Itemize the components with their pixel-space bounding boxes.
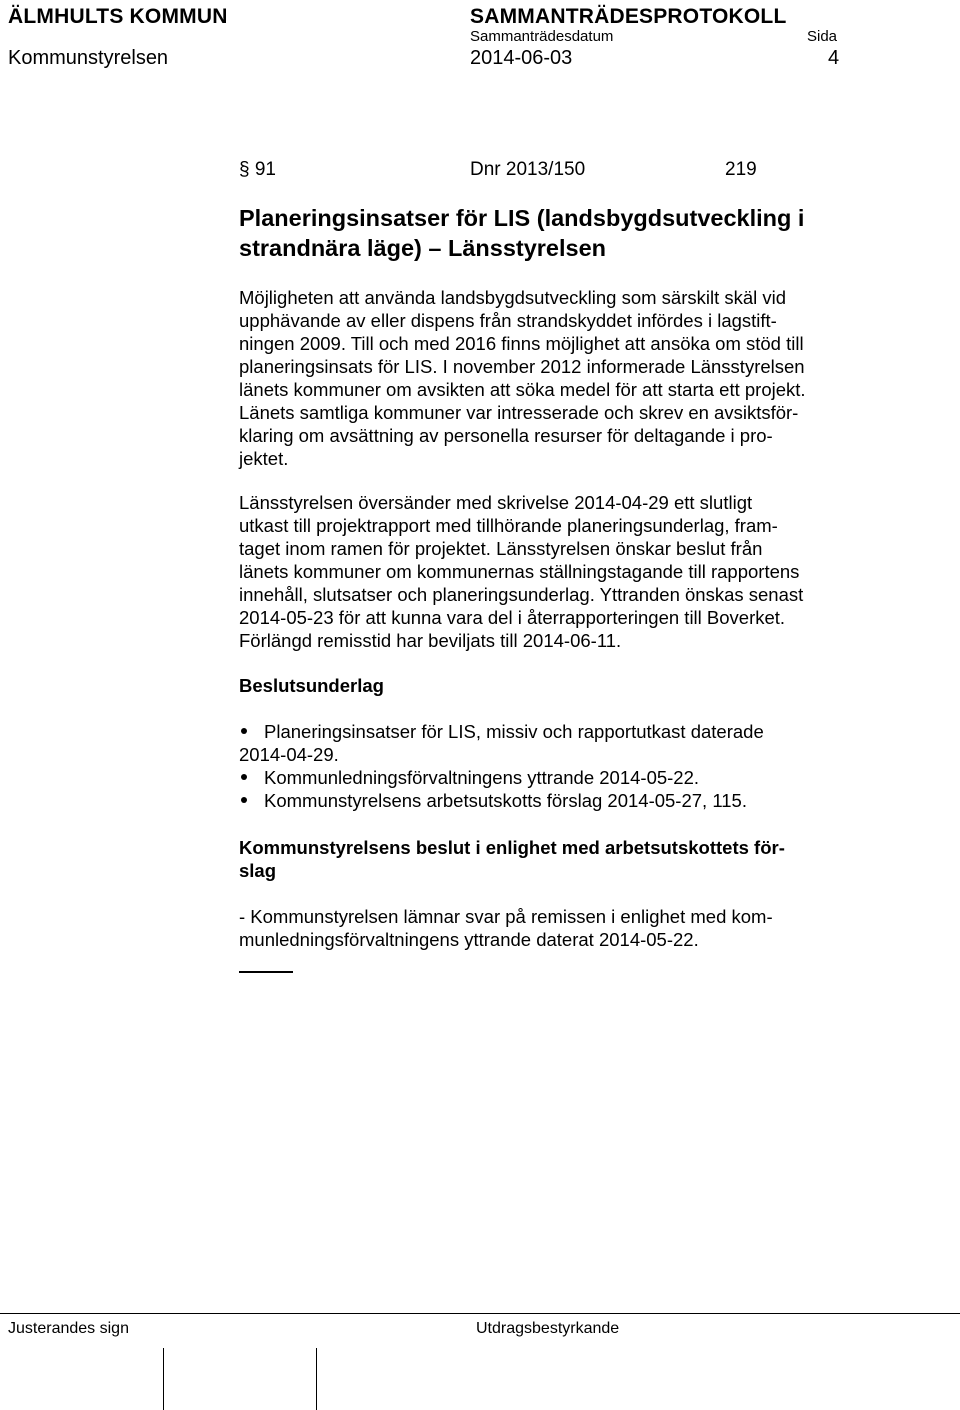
end-rule: [239, 971, 293, 973]
basis-heading: Beslutsunderlag: [239, 675, 384, 696]
sign-label: Justerandes sign: [8, 1320, 129, 1337]
basis-item-continued: 2014-04-29.: [239, 744, 339, 765]
page-label: Sida: [807, 28, 838, 45]
bullet-icon: [241, 774, 247, 780]
municipality-name: ÄLMHULTS KOMMUN: [8, 5, 228, 28]
case-title-line: strandnära läge) – Länsstyrelsen: [239, 235, 607, 261]
text-line: länets kommuner om avsikten att söka medel för att starta ett projekt.: [239, 379, 806, 400]
text-line: länets kommuner om kommunernas ställningstagande till rapportens: [239, 561, 800, 582]
basis-item: Kommunledningsförvaltningens yttrande 2014-05-22.: [264, 767, 700, 788]
meeting-date-label: Sammanträdesdatum: [470, 28, 614, 45]
board-name: Kommunstyrelsen: [8, 47, 169, 69]
page-number: 4: [828, 47, 840, 69]
bullet-icon: [241, 728, 247, 734]
case-title: [239, 203, 879, 263]
text-line: Länets samtliga kommuner var intresserade och skrev en avsiktsför-: [239, 402, 799, 423]
text-line: upphävande av eller dispens från strandskyddet infördes i lagstift-: [239, 310, 777, 331]
decision-heading-line: Kommunstyrelsens beslut i enlighet med arbetsutskottets för-: [239, 837, 785, 858]
background-paragraph: [239, 286, 879, 470]
text-line: 2014-05-23 för att kunna vara del i återrapporteringen till Boverket.: [239, 607, 786, 628]
paragraph-number: § 91: [239, 159, 276, 180]
text-line: Möjligheten att använda landsbygdsutveckling som särskilt skäl vid: [239, 287, 787, 308]
sign-box-divider: [163, 1348, 164, 1410]
case-code: 219: [725, 159, 757, 180]
case-number: Dnr 2013/150: [470, 159, 586, 180]
text-line: innehåll, slutsatser och planeringsunderlag. Yttranden önskas senast: [239, 584, 804, 605]
document-type: SAMMANTRÄDESPROTOKOLL: [470, 5, 787, 28]
text-line: ningen 2009. Till och med 2016 finns möjlighet att ansöka om stöd till: [239, 333, 804, 354]
sign-box-divider: [316, 1348, 317, 1410]
text-line: utkast till projektrapport med tillhörande planeringsunderlag, fram-: [239, 515, 778, 536]
text-line: - Kommunstyrelsen lämnar svar på remissen i enlighet med kom-: [239, 906, 773, 927]
case-title-line: Planeringsinsatser för LIS (landsbygdsutveckling i: [239, 205, 805, 231]
basis-item: Kommunstyrelsens arbetsutskotts förslag 2014-05-27, 115.: [264, 790, 747, 811]
referral-paragraph: [239, 491, 879, 652]
basis-item: Planeringsinsatser för LIS, missiv och rapportutkast daterade: [264, 721, 764, 742]
text-line: munledningsförvaltningens yttrande daterat 2014-05-22.: [239, 929, 699, 950]
meeting-date: 2014-06-03: [470, 47, 573, 69]
text-line: Förlängd remisstid har beviljats till 2014-06-11.: [239, 630, 622, 651]
text-line: planeringsinsats för LIS. I november 2012 informerade Länsstyrelsen: [239, 356, 805, 377]
text-line: jektet.: [239, 448, 289, 469]
text-line: Länsstyrelsen översänder med skrivelse 2014-04-29 ett slutligt: [239, 492, 753, 513]
decision-heading-line: slag: [239, 860, 277, 881]
decision-text: [239, 905, 879, 951]
footer-divider: [0, 1313, 960, 1314]
text-line: taget inom ramen för projektet. Länsstyrelsen önskar beslut från: [239, 538, 763, 559]
extract-label: Utdragsbestyrkande: [476, 1320, 620, 1337]
decision-heading: [239, 836, 879, 882]
text-line: klaring om avsättning av personella resurser för deltagande i pro-: [239, 425, 773, 446]
bullet-icon: [241, 797, 247, 803]
